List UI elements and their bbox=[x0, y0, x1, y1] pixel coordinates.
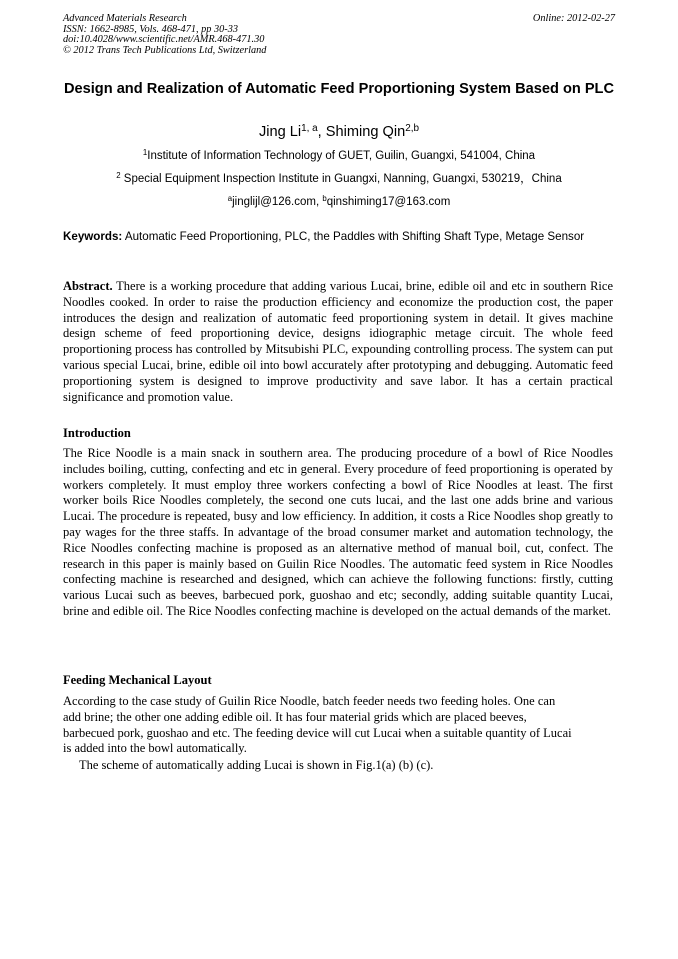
author-2-affiliation-mark: 2,b bbox=[405, 123, 420, 135]
introduction-heading: Introduction bbox=[63, 426, 131, 440]
email-b-mark: b bbox=[322, 194, 327, 204]
author-2: Shiming Qin bbox=[325, 124, 406, 140]
keywords-text: Automatic Feed Proportioning, PLC, the Paddles with Shifting Shaft Type, Metage Sensor bbox=[122, 230, 585, 243]
keywords bbox=[63, 229, 613, 245]
affiliation-2-text: Special Equipment Inspection Institute in Guangxi, Nanning, Guangxi, 530219，China bbox=[120, 173, 562, 185]
feeding-line: According to the case study of Guilin Rice Noodle, batch feeder needs two feeding holes. One can bbox=[63, 694, 556, 708]
keywords-label: Keywords: bbox=[63, 230, 123, 243]
author-line bbox=[60, 123, 618, 141]
author-separator: , bbox=[317, 124, 326, 140]
email-line bbox=[60, 195, 618, 209]
abstract-label: Abstract. bbox=[63, 279, 113, 293]
introduction-text: The Rice Noodle is a main snack in southern area. The producing procedure of a bowl of Rice Noodles includes boiling, cutting, confecting and etc in general. Every procedure of feed proportioning is operated by workers completely. It must employ three workers confecting a bowl of Rice Noodles at least. The first worker boils Rice Noodles completely, the second one cuts lucai, and the last one adds brine and various Lucai. The procedure is repeated, busy and low efficiency. In addition, it costs a Rice Noodles shop greatly to pay wages for the three staffs. In advantage of the broad consumer market and automation technology, the Rice Noodles confecting machine is proposed as an alternative method of manual boil, cut, confect. The research in this paper is mainly based on Guilin Rice Noodles. The automatic feed system in Rice Noodles confecting machine is researched and designed, which can achieve the following functions: firstly, cutting various Lucai such as beeves, barbecued pork, guoshao and etc; secondly, adding suitable quantity Lucai, brine and edible oil. The Rice Noodles confecting machine is developed on the actual demands of the market. bbox=[63, 446, 613, 618]
scheme-sentence: The scheme of automatically adding Lucai is shown in Fig.1(a) (b) (c). bbox=[79, 758, 434, 772]
feeding-line: add brine; the other one adding edible oil. It has four material grids which are placed beeves, bbox=[63, 709, 527, 724]
journal-header bbox=[63, 14, 266, 56]
affiliation-2-mark: 2 bbox=[116, 171, 121, 181]
affiliation-2 bbox=[60, 172, 618, 186]
author-1-affiliation-mark: 1, a bbox=[301, 123, 318, 135]
online-date bbox=[533, 14, 615, 25]
email-b: qinshiming17@163.com bbox=[326, 196, 451, 208]
feeding-heading: Feeding Mechanical Layout bbox=[63, 673, 212, 687]
affiliation-1 bbox=[60, 149, 618, 163]
paper-title: Design and Realization of Automatic Feed Proportioning System Based on PLC bbox=[63, 81, 615, 97]
author-1: Jing Li bbox=[258, 124, 302, 140]
online-date-text: Online: 2012-02-27 bbox=[532, 13, 615, 24]
email-a-mark: a bbox=[227, 194, 233, 204]
affiliation-1-mark: 1 bbox=[142, 148, 148, 158]
journal-name: Advanced Materials Research bbox=[63, 13, 187, 24]
abstract bbox=[63, 279, 613, 405]
affiliation-1-text: Institute of Information Technology of GUET, Guilin, Guangxi, 541004, China bbox=[147, 150, 536, 162]
copyright-line: © 2012 Trans Tech Publications Ltd, Switzerland bbox=[63, 44, 267, 56]
abstract-text: There is a working procedure that adding various Lucai, brine, edible oil and etc in southern Rice Noodles cooked. In order to raise the production efficiency and economize the production cost, the paper introduces the design and realization of automatic feed proportioning system in detail. It gives machine design scheme of feed proportioning device, designs idiographic metage circuit. The whole feed proportioning process has controlled by Mitsubishi PLC, expounding controlling process. The system can put various special Lucai, brine, edible oil into bowl accurately after prototyping and debugging. Automatic feed proportioning system is designed to improve productivity and save labor. It has a certain practical significance and promotion value. bbox=[63, 279, 613, 404]
feeding-line: is added into the bowl automatically. bbox=[63, 741, 247, 756]
doi-line: doi:10.4028/www.scientific.net/AMR.468-471.30 bbox=[63, 34, 265, 46]
email-a: jinglijl@126.com, bbox=[232, 196, 323, 208]
issn-line: ISSN: 1662-8985, Vols. 468-471, pp 30-33 bbox=[63, 23, 239, 35]
feeding-line: barbecued pork, guoshao and etc. The feeding device will cut Lucai when a suitable quantity of Lucai bbox=[63, 725, 572, 740]
feeding-text bbox=[63, 694, 613, 757]
